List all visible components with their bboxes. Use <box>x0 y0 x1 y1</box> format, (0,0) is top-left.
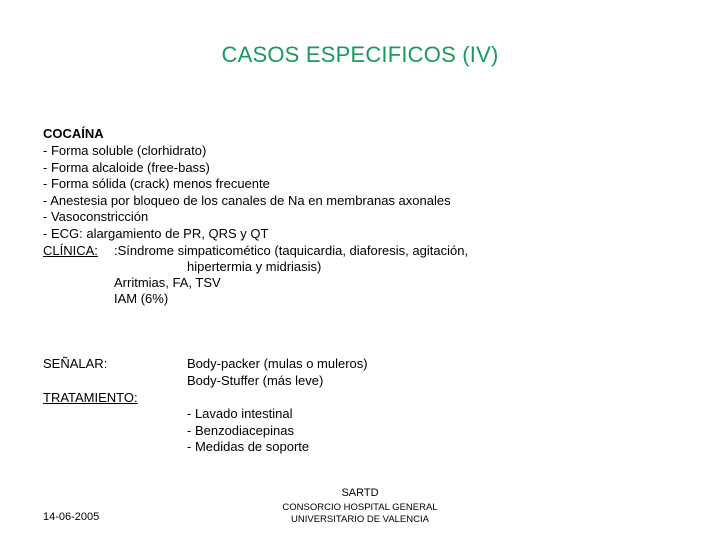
tratamiento-label: TRATAMIENTO: <box>43 390 138 405</box>
footer-hospital-line: CONSORCIO HOSPITAL GENERAL <box>282 502 438 513</box>
list-item: - Medidas de soporte <box>187 439 310 454</box>
footer-organization: SARTD <box>341 487 379 499</box>
list-item: - Forma alcaloide (free-bass) <box>43 159 210 175</box>
list-item: - Lavado intestinal <box>187 406 293 421</box>
clinica-text-line: hipertermia y midriasis) <box>187 259 322 274</box>
clinica-text-line: Arritmias, FA, TSV <box>114 275 221 290</box>
list-item: - Forma sólida (crack) menos frecuente <box>43 176 270 191</box>
list-item: - Forma soluble (clorhidrato) <box>43 143 207 158</box>
senalar-label: SEÑALAR: <box>43 356 108 371</box>
clinica-label: CLÍNICA: <box>43 243 98 258</box>
list-item: - Benzodiacepinas <box>187 422 294 438</box>
section-heading-cocaina: COCAÍNA <box>43 126 104 141</box>
list-item: Body-packer (mulas o muleros) <box>187 356 368 371</box>
tratamiento-list <box>187 406 309 456</box>
list-item: - ECG: alargamiento de PR, QRS y QT <box>43 225 269 241</box>
list-item: Body-Stuffer (más leve) <box>187 372 324 388</box>
footer-date: 14-06-2005 <box>43 511 100 523</box>
footer-hospital <box>250 502 470 526</box>
slide-title: CASOS ESPECIFICOS (IV) <box>221 42 499 67</box>
list-item: - Vasoconstricción <box>43 209 149 224</box>
senalar-list <box>187 356 368 389</box>
cocaina-bullet-list <box>43 143 451 242</box>
clinica-text-line: :Síndrome simpaticomético (taquicardia, diaforesis, agitación, <box>114 243 469 258</box>
clinica-text-line: IAM (6%) <box>114 291 169 306</box>
footer-hospital-line: UNIVERSITARIO DE VALENCIA <box>291 514 429 525</box>
list-item: - Anestesia por bloqueo de los canales de Na en membranas axonales <box>43 192 451 208</box>
